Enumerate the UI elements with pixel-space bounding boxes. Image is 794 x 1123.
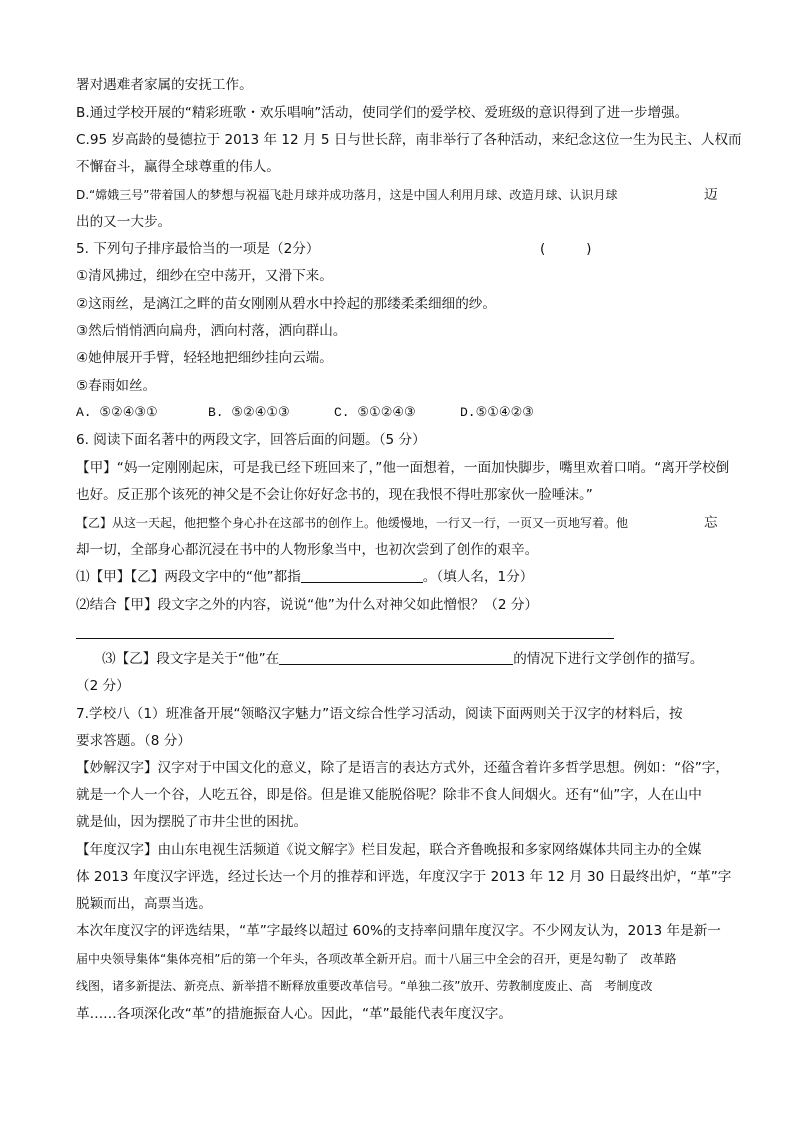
sub-question-1 xyxy=(76,568,533,586)
sentence-1: ①清风拂过，细纱在空中荡开，又滑下来。 xyxy=(76,268,333,284)
passage-yi: 【乙】从这一天起，他把整个身心扑在这部书的创作上。他缓慢地，一行又一行，一页又一页地写着。他 xyxy=(76,516,629,530)
answer-option-a: A. ⑤②④③① xyxy=(76,405,158,420)
text-line: 线图，诸多新提法、新亮点、新举措不断释放重要改革信号。“单独二孩”放开、劳教制度废止、高 考制度改 xyxy=(76,979,653,993)
sentence-5: ⑤春雨如丝。 xyxy=(76,378,157,394)
answer-option-d: D.⑤①④②③ xyxy=(460,405,534,420)
sub-question-1-tail: 。（填人名，1分） xyxy=(422,569,534,585)
text-line: 本次年度汉字的评选结果，“革”字最终以超过 60%的支持率问鼎年度汉字。不少网友认为，2013 年是新一 xyxy=(76,923,721,939)
sub-question-3-text: ⑶【乙】段文字是关于“他”在 xyxy=(102,651,280,667)
option-d-sentence: D.“嫦娥三号”带着国人的梦想与祝福飞赴月球并成功落月，这是中国人利用月球、改造月球、认识月球 xyxy=(76,188,618,202)
answer-blank-3[interactable] xyxy=(279,650,513,665)
text-line: 届中央领导集体“集体亮相”后的第一个年头，各项改革全新开启。而十八届三中全会的召开，更是勾勒了 改革路 xyxy=(76,952,677,966)
answer-option-c: C. ⑤①②④③ xyxy=(334,405,416,420)
sub-question-3 xyxy=(102,650,704,668)
question-5-title: 5. 下列句子排序最恰当的一项是（2分） xyxy=(76,241,320,257)
passage-jia: 【甲】“妈一定刚刚起床，可是我已经下班回来了，”他一面想着，一面加快脚步，嘴里欢着口哨。“离开学校倒 xyxy=(76,460,730,476)
material-miaojie: 【妙解汉字】汉字对于中国文化的意义，除了是语言的表达方式外，还蕴含着许多哲学思想。例如：“俗”字， xyxy=(76,760,729,776)
material-niandu: 【年度汉字】由山东电视生活频道《说文解字》栏目发起，联合齐鲁晚报和多家网络媒体共同主办的全媒 xyxy=(76,842,702,858)
option-c-sentence: C.95 岁高龄的曼德拉于 2013 年 12 月 5 日与世长辞，南非举行了各种活动，来纪念这位一生为民主、人权而 xyxy=(76,132,742,148)
text-line: 出的又一大步。 xyxy=(76,214,172,230)
answer-bracket: ( ) xyxy=(540,241,592,257)
sub-question-1-text: ⑴【甲】【乙】两段文字中的“他”都指 xyxy=(76,569,301,585)
text-line: 署对遇难者家属的安抚工作。 xyxy=(76,77,253,93)
sub-question-3-tail: 的情况下进行文学创作的描写。 xyxy=(513,651,704,667)
answer-option-b: B. ⑤②④①③ xyxy=(208,405,290,420)
sub-question-2: ⑵结合【甲】段文字之外的内容，说说“他”为什么对神父如此憎恨？（2 分） xyxy=(76,597,539,613)
sub-question-3-score: （2 分） xyxy=(76,678,130,694)
sentence-4: ④她伸展开手臂，轻轻地把细纱挂向云端。 xyxy=(76,350,333,366)
passage-yi-cont: 却一切，全部身心都沉浸在书中的人物形象当中，也初次尝到了创作的艰辛。 xyxy=(76,542,539,558)
question-7-title: 7.学校八（1）班准备开展“领略汉字魅力”语文综合性学习活动，阅读下面两则关于汉字的材料后，按 xyxy=(76,706,683,722)
text-line: 就是仙，因为摆脱了市井尘世的困扰。 xyxy=(76,814,308,830)
text-fragment: 忘 xyxy=(704,515,718,531)
option-b-sentence: B.通过学校开展的“精彩班歌・欢乐唱响”活动，使同学们的爱学校、爱班级的意识得到了进一步增强。 xyxy=(76,105,689,121)
text-line: 体 2013 年度汉字评选，经过长达一个月的推荐和评选，年度汉字于 2013 年 12 月 30 日最终出炉，“革”字 xyxy=(76,869,732,885)
text-line: 脱颖而出，高票当选。 xyxy=(76,896,212,912)
question-6-title: 6. 阅读下面名著中的两段文字，回答后面的问题。（5 分） xyxy=(76,432,426,448)
text-line: 不懈奋斗，赢得全球尊重的伟人。 xyxy=(76,159,280,175)
text-line: 革……各项深化改“革”的措施振奋人心。因此，“革”最能代表年度汉字。 xyxy=(76,1006,512,1022)
sentence-2: ②这雨丝，是漓江之畔的苗女刚刚从碧水中拎起的那缕柔柔细细的纱。 xyxy=(76,296,496,312)
text-line: 就是一个人一个谷，人吃五谷，即是俗。但是谁又能脱俗呢？除非不食人间烟火。还有“仙”字，人在山中 xyxy=(76,787,702,803)
text-line: 要求答题。（8 分） xyxy=(76,733,191,749)
answer-blank-1[interactable] xyxy=(301,568,423,583)
answer-line[interactable] xyxy=(76,638,614,639)
text-fragment: 迈 xyxy=(704,187,718,203)
passage-jia-cont: 也好。反正那个该死的神父是不会让你好好念书的，现在我恨不得吐那家伙一脸唾沫。” xyxy=(76,487,593,503)
sentence-3: ③然后悄悄洒向扁舟，洒向村落，洒向群山。 xyxy=(76,323,347,339)
